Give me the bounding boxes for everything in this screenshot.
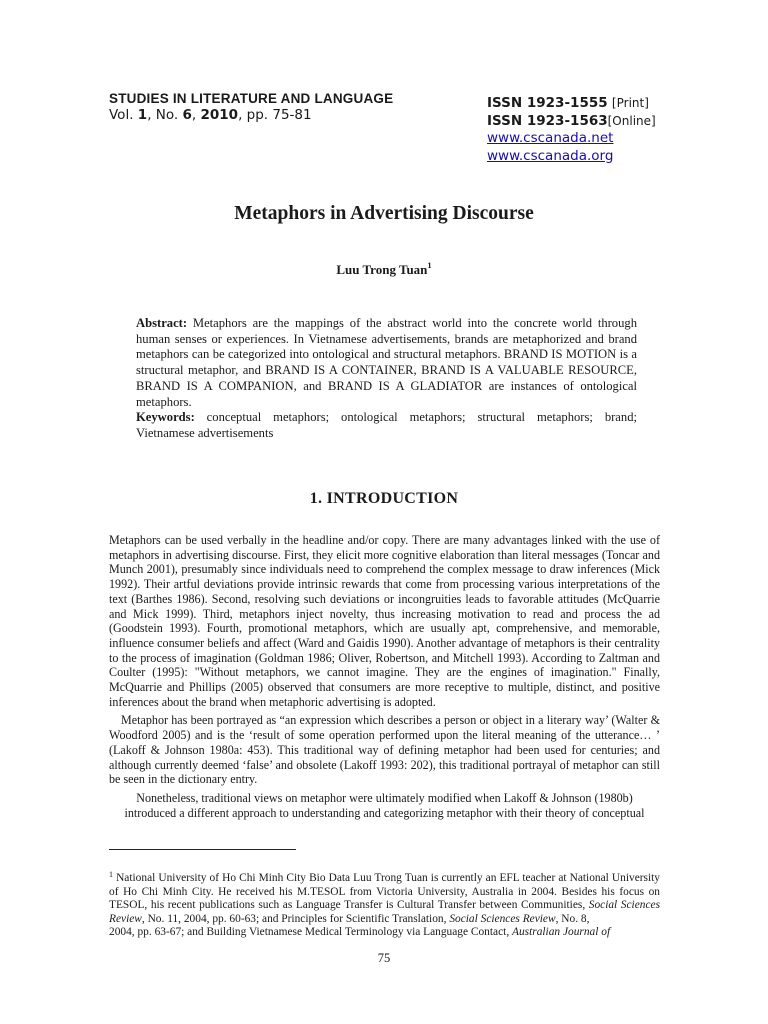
paper-title: Metaphors in Advertising Discourse: [234, 203, 534, 224]
issue-number: 6: [182, 107, 192, 123]
footnote-mark: 1: [109, 870, 113, 879]
abstract-label: Abstract:: [136, 316, 188, 330]
issn-block: [487, 95, 656, 165]
issn-print: ISSN 1923-1555 [Print]: [487, 95, 649, 111]
author: [0, 260, 768, 278]
body-paragraph-2: Metaphor has been portrayed as “an expression which describes a person or object in a literary way’ (Walter & Woodford 2005) and is the ‘result of some operation performed upon the literal meaning of the utterance… ’ (Lakoff & Johnson 1980a: 453). This traditional way of defining metaphor had been used for centuries; and although currently deemed ‘false’ and obsolete (Lakoff 1993: 202), this traditional portrayal of metaphor can still be seen in the dictionary entry.: [109, 713, 660, 787]
author-footnote-mark: 1: [427, 260, 432, 270]
section-heading: 1. INTRODUCTION: [309, 490, 459, 507]
footnote-continuation: 2004, pp. 63-67; and Building Vietnamese Medical Terminology via Language Contact, Australian Journal of: [109, 926, 611, 939]
cscanada-net-link[interactable]: www.cscanada.net: [487, 130, 614, 146]
footnote: [109, 868, 660, 940]
volume-number: 1: [137, 107, 148, 123]
issn-online: ISSN 1923-1563[Online]: [487, 112, 656, 129]
abstract-text: Metaphors are the mappings of the abstract world into the concrete world through human senses or experiences. In Vietnamese advertisements, brands are metaphorized and brand metaphors can be categorized into ontological and structural metaphors. BRAND IS MOTION is a structural metaphor, and BRAND IS A CONTAINER, BRAND IS A VALUABLE RESOURCE, BRAND IS A COMPANION, and BRAND IS A GLADIATOR are instances of ontological metaphors.: [136, 316, 637, 409]
body-paragraph-1: Metaphors can be used verbally in the headline and/or copy. There are many advantages linked with the use of metaphors in advertising discourse. First, they elicit more cognitive elaboration than literal messages (Toncar and Munch 2001), presumably since individuals need to comprehend the complex message to draw inferences (Mick 1992). Their artful deviations provide intrinsic rewards that come from processing various interpretations of the text (Barthes 1986). Second, resolving such deviations or incongruities leads to favorable attitudes (McQuarrie and Mick 1999). Third, metaphors inject novelty, thus increasing motivation to read and process the ad (Goodstein 1993). Fourth, promotional metaphors, which are usually apt, comprehensive, and memorable, influence consumer beliefs and affect (Ward and Gaidis 1990). Another advantage of metaphors is their centrality to the process of imagination (Goldman 1986; Oliver, Robertson, and Mitchell 1993). According to Zaltman and Coulter (1995): "Without metaphors, we cannot imagine. They are the engines of imagination." Finally, McQuarrie and Phillips (2005) observed that consumers are more receptive to multiple, distinct, and positive inferences about the brand when metaphoric advertising is adopted.: [109, 533, 660, 709]
body-paragraph-3: Nonetheless, traditional views on metaphor were ultimately modified when Lakoff & Johnson (1980b) introduced a different approach to understanding and categorizing metaphor with their theory of conceptual: [124, 790, 645, 820]
footnote-paragraph: $^1$ National University of Ho Chi Minh City Bio Data Luu Trong Tuan is currently an EFL teacher at National University of Ho Chi Minh City. He received his M.TESOL from Victoria University, Australia in 2004. Besides his focus on TESOL, his recent publications such as Language Transfer is Cultural Transfer between Communities, Social Sciences Review, No. 11, 2004, pp. 60-63; and Principles for Scientific Translation, Social Sciences Review, No. 8,: [109, 870, 660, 925]
abstract-paragraph: [136, 316, 637, 410]
keywords-text: conceptual metaphors; ontological metaphors; structural metaphors; brand; Vietnamese advertisements: [136, 410, 637, 440]
body-text: [109, 533, 660, 824]
abstract: [136, 316, 637, 442]
author-name: Luu Trong Tuan: [336, 262, 428, 277]
keywords-label: Keywords:: [136, 410, 195, 425]
keywords-paragraph: [136, 410, 637, 441]
journal-name: STUDIES IN LITERATURE AND LANGUAGE: [109, 91, 394, 106]
page-range: , pp. 75-81: [238, 107, 312, 123]
volume-info: Vol. 1, No. 6, 2010, pp. 75-81: [109, 107, 312, 123]
cscanada-org-link[interactable]: www.cscanada.org: [487, 147, 614, 164]
year: 2010: [200, 107, 239, 123]
footnote-divider: [109, 849, 296, 850]
journal-header: [109, 91, 393, 123]
page-number: 75: [377, 951, 391, 965]
